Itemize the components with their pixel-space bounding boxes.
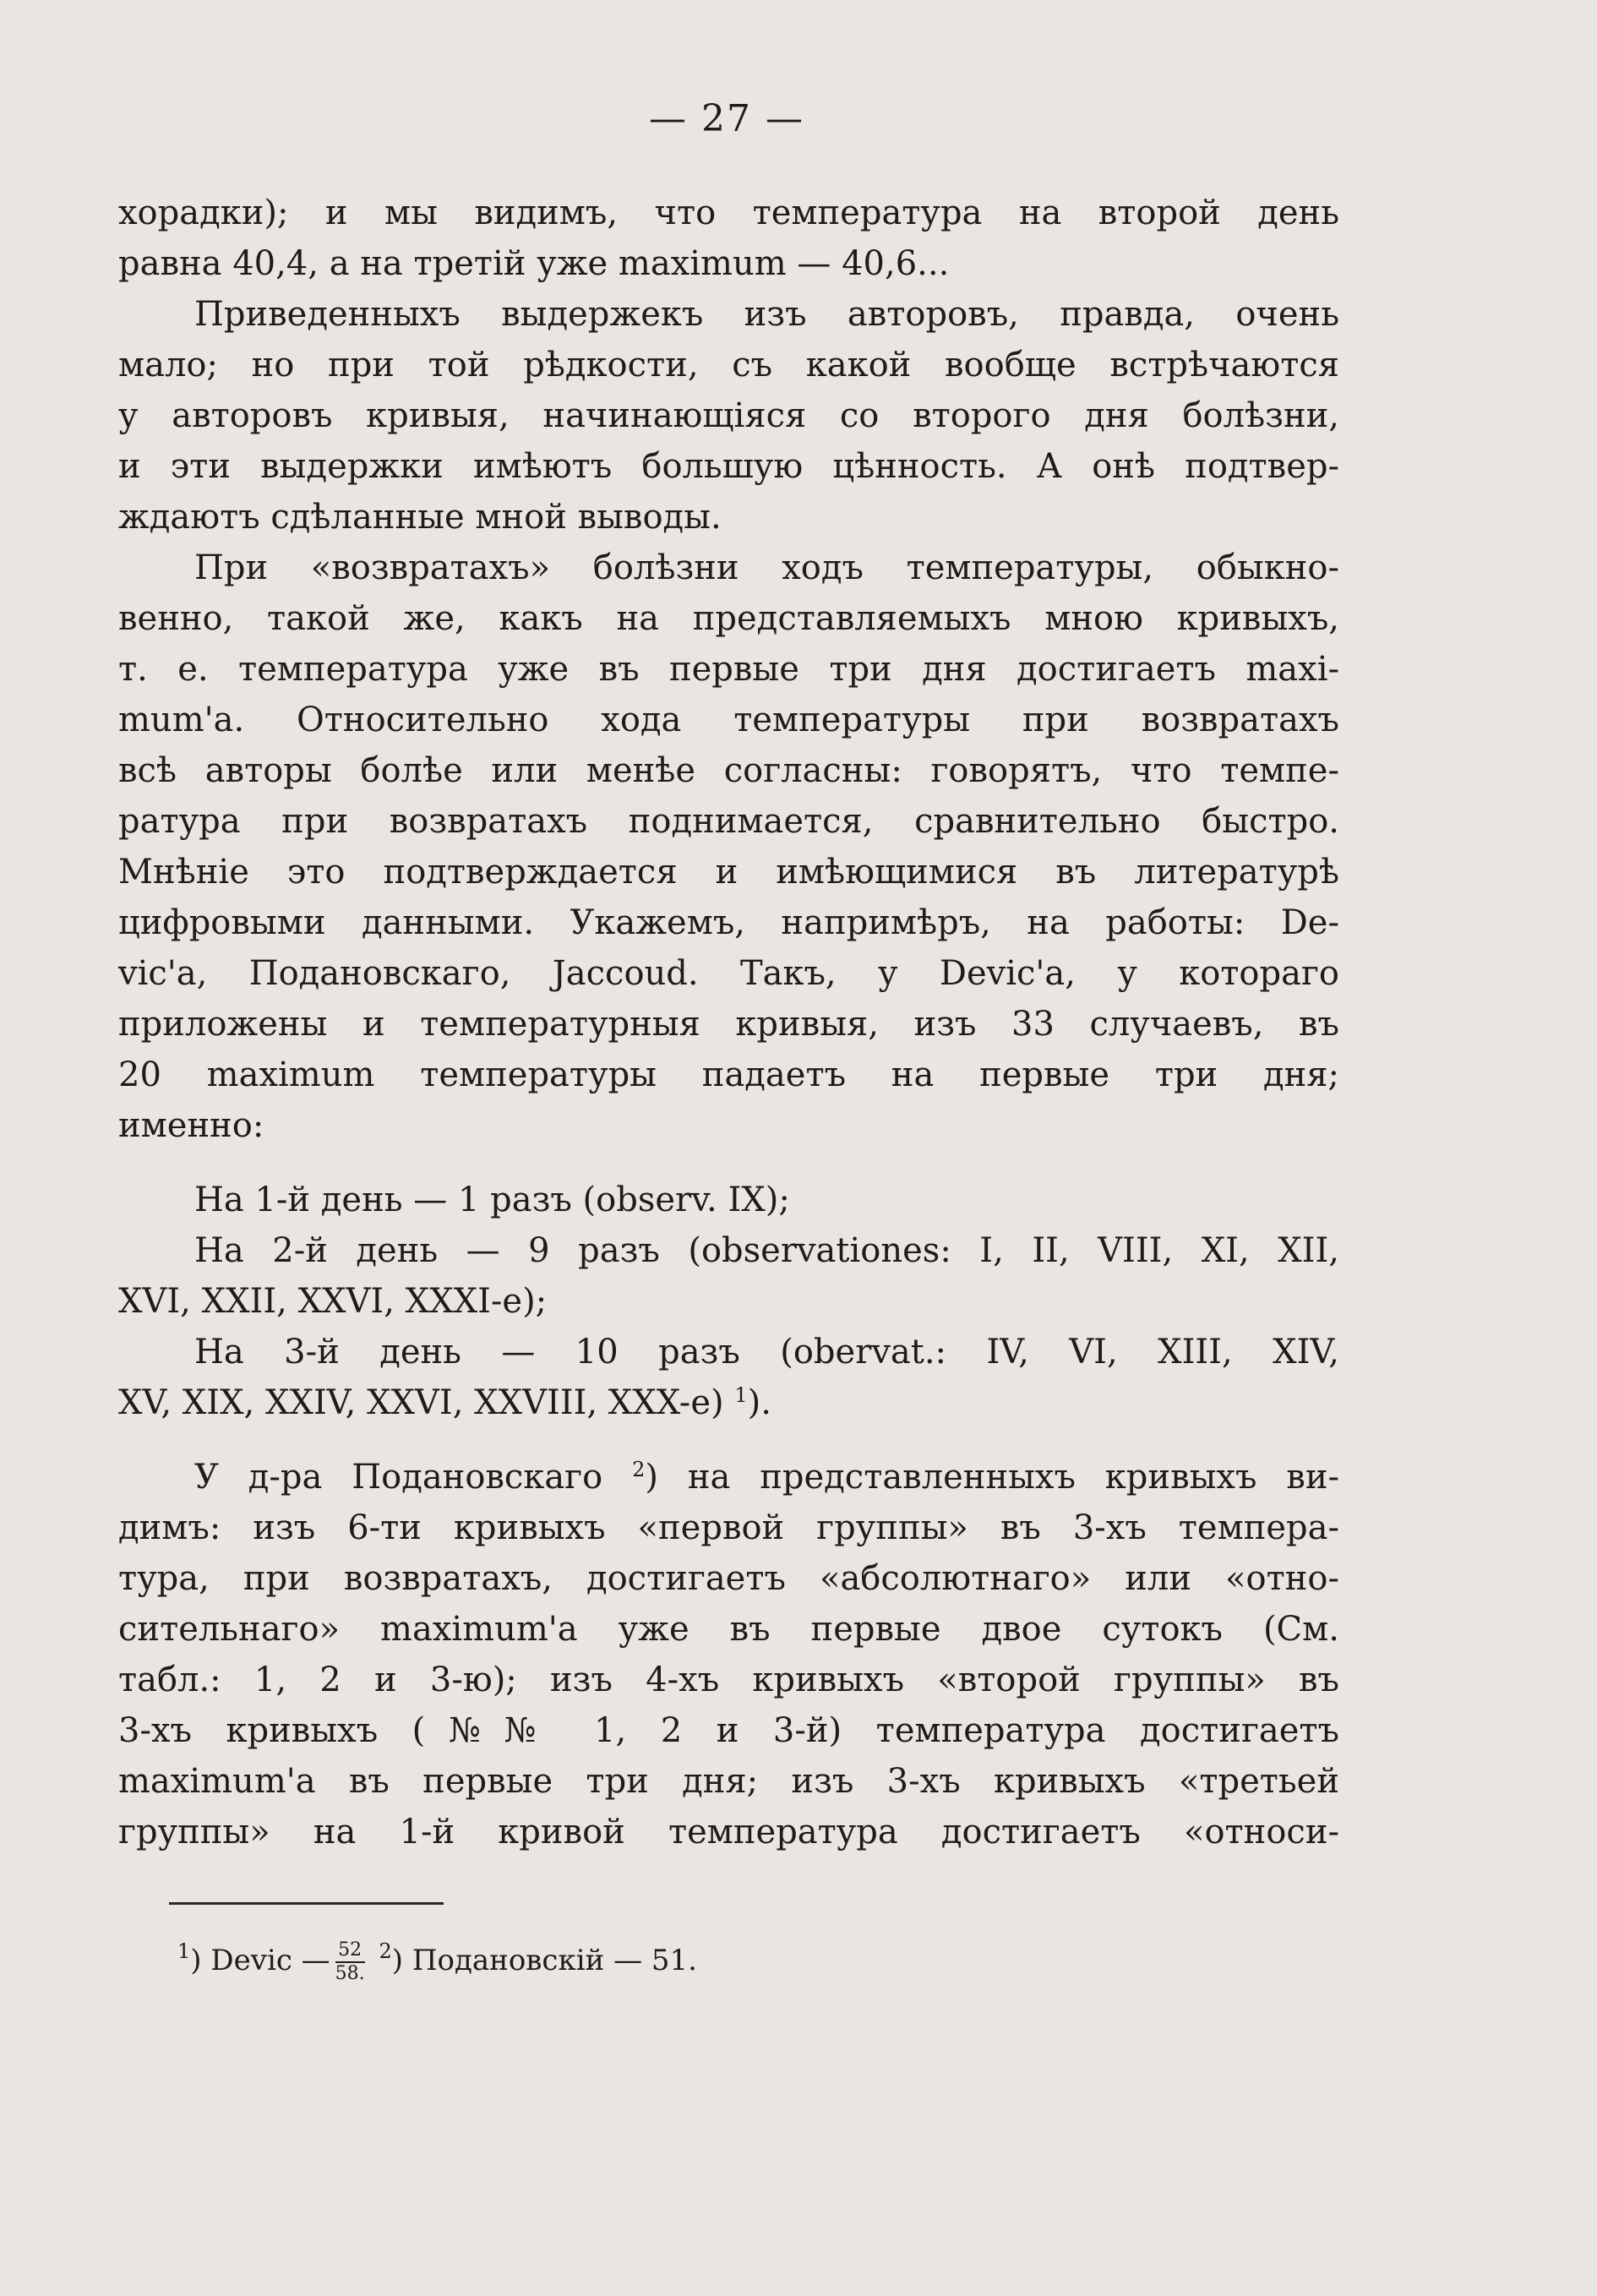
text-line: и эти выдержки имѣютъ большую цѣнность. А онѣ подтвер- [118, 447, 1339, 486]
text-line: mum'a. Относительно хода температуры при возвратахъ [118, 701, 1339, 739]
text-line: табл.: 1, 2 и 3-ю); изъ 4-хъ кривыхъ «второй группы» въ [118, 1661, 1339, 1699]
text-line: группы» на 1-й кривой температура достигаетъ «относи- [118, 1813, 1339, 1852]
text-line: сительнаго» maximum'a уже въ первые двое сутокъ (См. [118, 1610, 1339, 1649]
footnote-mark: 1 [177, 1939, 191, 1963]
list-item: На 3-й день — 10 разъ (obervat.: IV, VI, XIII, XIV, [194, 1333, 1339, 1372]
text-line [118, 1452, 1339, 1502]
text-line: именно: [118, 1106, 264, 1145]
list-item-text: XV, XIX, XXIV, XXVI, XXVIII, XXX-е) [118, 1383, 724, 1422]
footnote-ref: 1 [734, 1383, 748, 1407]
text-line: vic'a, Подановскаго, Jaccoud. Такъ, у Devic'a, у котораго [118, 954, 1339, 993]
text-line: димъ: изъ 6-ти кривыхъ «первой группы» въ 3-хъ темпера- [118, 1508, 1339, 1547]
fraction [335, 1939, 365, 1985]
text-line: Мнѣніе это подтверждается и имѣющимися въ литературѣ [118, 853, 1339, 892]
text-line: мало; но при той рѣдкости, съ какой вообще встрѣчаются [118, 346, 1339, 384]
text-line: всѣ авторы болѣе или менѣе согласны: говорятъ, что темпе- [118, 751, 1339, 790]
footnote-2: ) Подановскій — 51. [391, 1944, 697, 1977]
footnotes [177, 1939, 697, 1985]
page-number: — 27 — [649, 97, 804, 140]
text-line: При «возвратахъ» болѣзни ходъ температуры, обыкно- [194, 548, 1339, 587]
list-item-end: ). [747, 1383, 771, 1422]
text-line: Приведенныхъ выдержекъ изъ авторовъ, правда, очень [194, 295, 1339, 334]
list-item [118, 1377, 1339, 1428]
text-line: ратура при возвратахъ поднимается, сравнительно быстро. [118, 802, 1339, 841]
text-line: т. е. температура уже въ первые три дня достигаетъ maxi- [118, 650, 1339, 689]
text-line: хорадки); и мы видимъ, что температура на второй день [118, 194, 1339, 232]
text-segment: ) на представленныхъ кривыхъ ви- [645, 1458, 1339, 1497]
text-line: 3-хъ кривыхъ (№№ 1, 2 и 3-й) температура достигаетъ [118, 1711, 1339, 1750]
fraction-denominator: 58. [335, 1963, 365, 1984]
text-line: равна 40,4, а на третій уже maximum — 40,6... [118, 244, 950, 283]
footnote-1: ) Devic — [190, 1944, 330, 1977]
body-text [118, 188, 1339, 1857]
text-line: 20 maximum температуры падаетъ на первые три дня; [118, 1055, 1339, 1094]
text-line: приложены и температурныя кривыя, изъ 33 случаевъ, въ [118, 1005, 1339, 1044]
text-line: ждаютъ сдѣланные мной выводы. [118, 498, 722, 537]
fraction-numerator: 52 [335, 1939, 365, 1963]
list-item: На 2-й день — 9 разъ (observationes: I, II, VIII, XI, XII, [194, 1231, 1339, 1270]
list-item: На 1-й день — 1 разъ (observ. IX); [194, 1181, 790, 1219]
footnote-mark: 2 [379, 1939, 392, 1963]
text-line: цифровыми данными. Укажемъ, напримѣръ, на работы: De- [118, 903, 1339, 942]
text-line: венно, такой же, какъ на представляемыхъ мною кривыхъ, [118, 599, 1339, 638]
text-line: maximum'a въ первые три дня; изъ 3-хъ кривыхъ «третьей [118, 1762, 1339, 1801]
footnote-ref: 2 [632, 1458, 646, 1481]
footnote-divider [169, 1902, 444, 1905]
list-item: XVI, XXII, XXVI, XXXI-е); [118, 1282, 548, 1321]
text-line: тура, при возвратахъ, достигаетъ «абсолютнаго» или «отно- [118, 1559, 1339, 1598]
text-segment: У д-ра Подановскаго [194, 1458, 603, 1497]
text-line: у авторовъ кривыя, начинающіяся со второго дня болѣзни, [118, 396, 1339, 435]
